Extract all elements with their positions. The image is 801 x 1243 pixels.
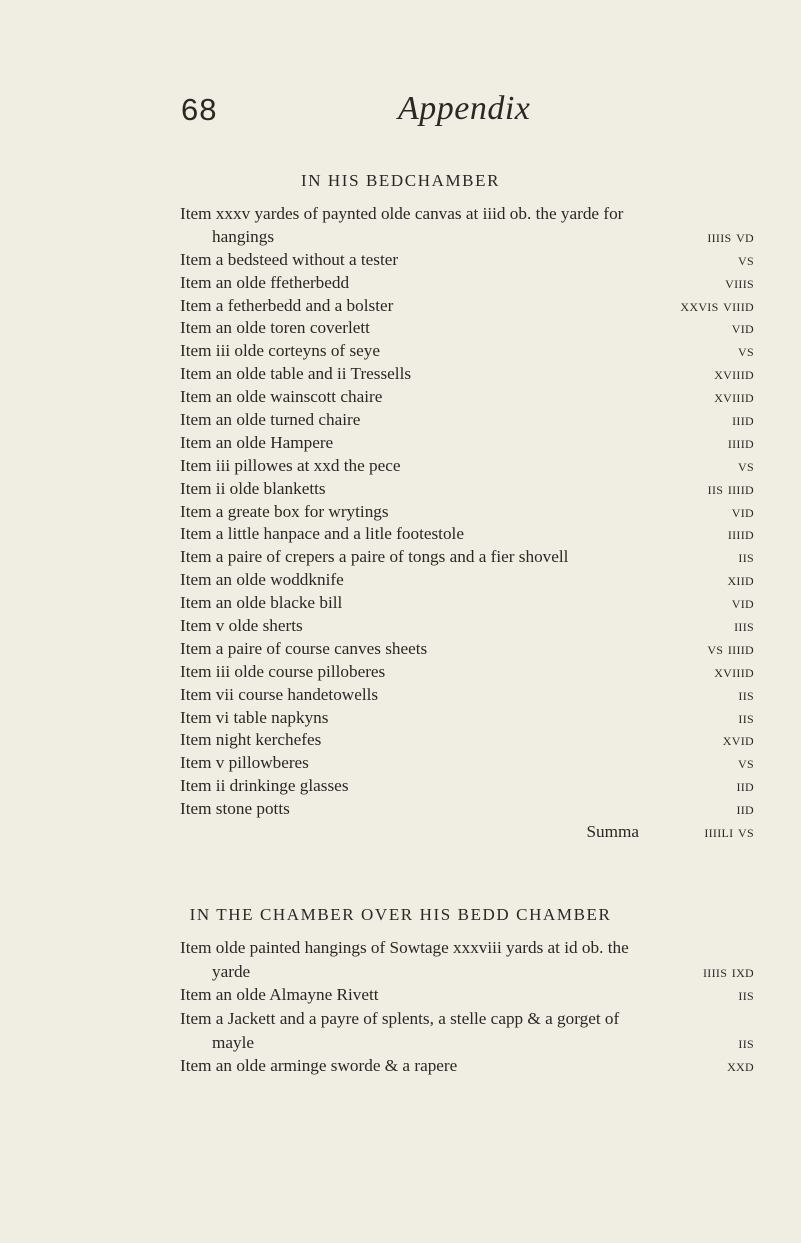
item-amount: vid [731, 593, 754, 613]
item-amount: xxd [727, 1056, 754, 1076]
item-amount: vs [738, 249, 754, 269]
item-amount: xiid [727, 570, 754, 590]
item-description: Item iii olde course pilloberes [180, 661, 386, 681]
inventory-item [180, 203, 754, 226]
inventory-list-bedchamber [180, 203, 754, 844]
item-description: Item ii olde blanketts [180, 478, 326, 498]
item-description: Item a paire of course canves sheets [180, 638, 428, 658]
inventory-item [180, 1054, 754, 1078]
item-description: mayle [212, 1032, 254, 1052]
item-description: Item vi table napkyns [180, 707, 329, 727]
inventory-item [180, 249, 754, 272]
inventory-item [180, 409, 754, 432]
inventory-item [180, 684, 754, 707]
inventory-item [180, 386, 754, 409]
item-amount: vid [731, 501, 754, 521]
item-amount: iis [738, 985, 754, 1005]
item-description: Item ii drinkinge glasses [180, 776, 349, 796]
page-header [0, 92, 801, 132]
item-amount: iiiid [727, 432, 754, 452]
item-amount: vs iiiid [707, 638, 754, 658]
inventory-item [180, 569, 754, 592]
item-description: Item a little hanpace and a litle footestole [180, 524, 464, 544]
item-description: yarde [212, 961, 251, 981]
item-description: Item a fetherbedd and a bolster [180, 295, 394, 315]
item-amount: viiis [725, 272, 754, 292]
item-description: Item night kerchefes [180, 730, 322, 750]
item-description: Item vii course handetowells [180, 684, 379, 704]
item-amount: iis [738, 707, 754, 727]
item-description: Item olde painted hangings of Sowtage xxxviii yards at id ob. the [180, 938, 629, 957]
item-description: Item an olde ffetherbedd [180, 272, 350, 292]
inventory-item [180, 272, 754, 295]
summa-amount: iiiili vs [704, 822, 754, 842]
item-description: Item iii pillowes at xxd the pece [180, 455, 401, 475]
inventory-item [180, 1007, 754, 1031]
inventory-item [180, 295, 754, 318]
inventory-item [180, 226, 754, 249]
item-amount: iid [736, 799, 754, 819]
item-description: Item iii olde corteyns of seye [180, 341, 380, 361]
inventory-item [180, 340, 754, 363]
section-heading-chamber-over: IN THE CHAMBER OVER HIS BEDD CHAMBER [189, 905, 612, 924]
item-description: Item v pillowberes [180, 753, 309, 773]
item-amount: vs [738, 753, 754, 773]
inventory-item [180, 707, 754, 730]
inventory-item [180, 615, 754, 638]
item-amount: vs [738, 455, 754, 475]
item-amount: vs [738, 341, 754, 361]
item-description: Item stone potts [180, 799, 290, 819]
item-description: Item v olde sherts [180, 616, 303, 636]
inventory-item [180, 432, 754, 455]
inventory-item [180, 455, 754, 478]
inventory-item [180, 960, 754, 984]
item-description: Item a paire of crepers a paire of tongs and a fier shovell [180, 547, 569, 567]
inventory-item [180, 501, 754, 524]
item-description: Item an olde toren coverlett [180, 318, 370, 338]
inventory-list-chamber-over [180, 936, 754, 1078]
item-amount: iiid [732, 410, 754, 430]
inventory-item [180, 798, 754, 821]
inventory-item [180, 729, 754, 752]
inventory-item [180, 363, 754, 386]
inventory-item [180, 1031, 754, 1055]
inventory-item [180, 983, 754, 1007]
item-description: Item a Jackett and a payre of splents, a stelle capp & a gorget of [180, 1009, 620, 1029]
inventory-item [180, 478, 754, 501]
item-amount: xxvis viiid [680, 295, 754, 315]
section-heading-bedchamber: IN HIS BEDCHAMBER [300, 171, 501, 190]
inventory-item [180, 936, 754, 960]
inventory-item [180, 546, 754, 569]
item-description: Item an olde blacke bill [180, 593, 343, 613]
summa-label: Summa [586, 822, 639, 842]
item-amount: vid [731, 318, 754, 338]
item-description: Item an olde woddknife [180, 570, 344, 590]
item-amount: xviiid [714, 364, 754, 384]
item-amount: iiiis vd [707, 226, 754, 246]
item-amount: xvid [722, 730, 754, 750]
item-amount: iis iiiid [707, 478, 754, 498]
item-amount: iis [738, 1032, 754, 1052]
item-description: hangings [212, 226, 275, 246]
inventory-item [180, 775, 754, 798]
page-number: 68 [181, 92, 218, 127]
item-amount: xviiid [714, 661, 754, 681]
item-amount: iis [738, 684, 754, 704]
inventory-item [180, 752, 754, 775]
inventory-item [180, 317, 754, 340]
item-amount: xviiid [714, 387, 754, 407]
item-amount: iiis [734, 616, 754, 636]
item-description: Item xxxv yardes of paynted olde canvas at iiid ob. the yarde for [180, 204, 624, 223]
item-amount: iid [736, 776, 754, 796]
inventory-item [180, 592, 754, 615]
inventory-item [180, 638, 754, 661]
item-description: Item a bedsteed without a tester [180, 249, 399, 269]
item-description: Item a greate box for wrytings [180, 501, 389, 521]
item-description: Item an olde arminge sworde & a rapere [180, 1056, 458, 1076]
item-description: Item an olde wainscott chaire [180, 387, 383, 407]
item-description: Item an olde table and ii Tressells [180, 364, 412, 384]
item-description: Item an olde Almayne Rivett [180, 985, 379, 1005]
item-description: Item an olde turned chaire [180, 410, 361, 430]
inventory-item [180, 661, 754, 684]
item-description: Item an olde Hampere [180, 432, 334, 452]
inventory-item [180, 523, 754, 546]
running-title: Appendix [398, 90, 531, 127]
summa-row [180, 821, 754, 844]
item-amount: iiiis ixd [703, 961, 754, 981]
item-amount: iiiid [727, 524, 754, 544]
item-amount: iis [738, 547, 754, 567]
